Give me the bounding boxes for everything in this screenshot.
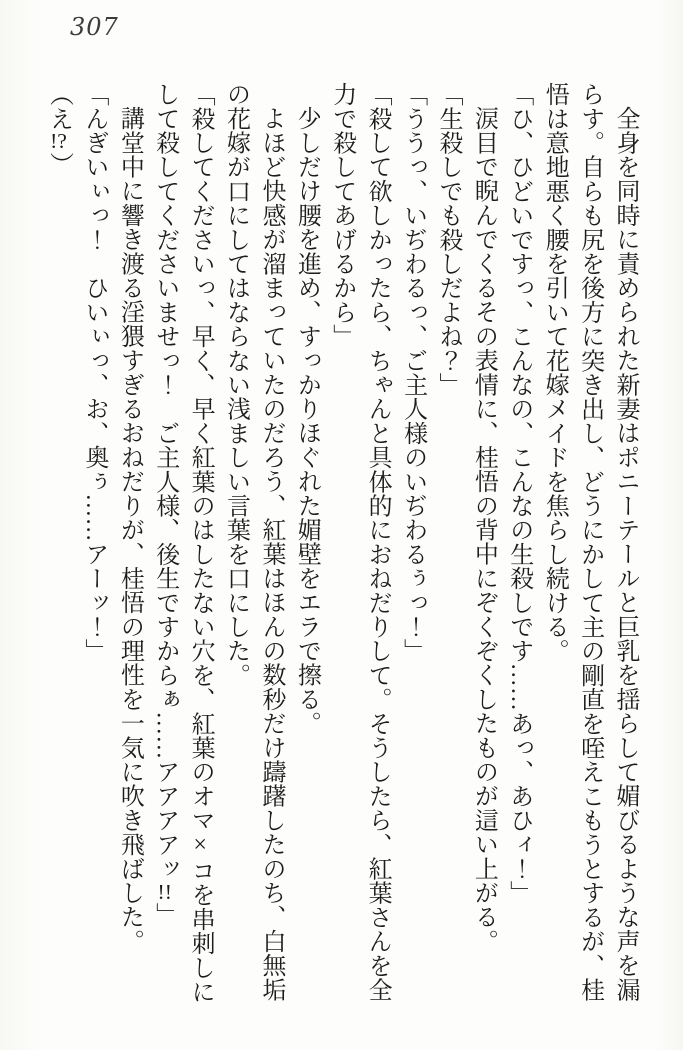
paragraph-5: 「ううっ、いぢわるっ、ご主人様のいぢわるぅっ！」	[399, 82, 426, 663]
paragraph-2: 「ひ、ひどいですっ、こんなの、こんなの生殺しです……あっ、あひィ！」	[505, 82, 532, 905]
paragraph-1: 全身を同時に責められた新妻はポニーテールと巨乳を揺らして媚びるような声を漏らす。自らも尻を後方に突き出し、どうにかして主の剛直を咥えこもうとするが、桂悟は意地悪く腰を引いて花嫁メイドを焦らし続ける。	[541, 82, 638, 1002]
paragraph-7: 少しだけ腰を進め、すっかりほぐれた媚壁をエラで擦る。	[293, 106, 320, 736]
paragraph-11: 「んぎいぃっ！ ひいぃっ、お、奥ぅ……アーッ！」	[80, 82, 107, 663]
page-number: 307	[70, 13, 119, 41]
tate-chu-yoko: !!	[157, 880, 172, 903]
paragraph-10: 講堂中に響き渡る淫猥すぎるおねだりが、桂悟の理性を一気に吹き飛ばした。	[116, 106, 143, 953]
paragraph-3: 涙目で睨んでくるその表情に、桂悟の背中にぞくぞくしたものが這い上がる。	[470, 106, 497, 953]
paragraph-6: 「殺して欲しかったら、ちゃんと具体的におねだりして。そうしたら、紅葉さんを全力で殺してあげるから」	[328, 82, 391, 1002]
vertical-text-block	[40, 82, 642, 1012]
paragraph-8: よほど快感が溜まっていたのだろう、紅葉はほんの数秒だけ躊躇したのち、白無垢の花嫁が口にしてはならない浅ましい言葉を口にした。	[222, 82, 284, 1002]
paragraph-4: 「生殺しでも殺しだよね？」	[434, 82, 461, 397]
paragraph-9: 「殺してくださいっ、早く、早く紅葉のはしたない穴を、紅葉のオマ×コを串刺しにして殺してくださいませっ！ ご主人様、後生ですからぁ……アアアアッ!!」	[151, 82, 214, 1004]
tate-chu-yoko: !?	[50, 130, 67, 152]
paragraph-12: （え!?）	[45, 82, 72, 177]
